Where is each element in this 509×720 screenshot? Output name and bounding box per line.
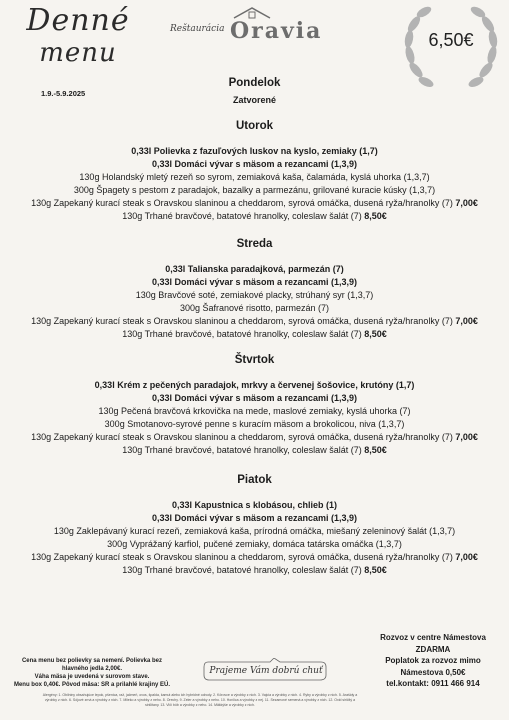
dish-text: 130g Zapekaný kurací steak s Oravskou slaninou a cheddarom, syrová omáčka, dusená ryža/hranolky (7) bbox=[31, 316, 453, 326]
day-heading: Piatok bbox=[237, 474, 272, 486]
main-dish bbox=[0, 289, 509, 302]
main-dish bbox=[0, 171, 509, 184]
soup-item: 0,33l Talianska paradajková, parmezán (7) bbox=[165, 264, 344, 274]
soup-item: 0,33l Domáci vývar s mäsom a rezancami (1,3,9) bbox=[151, 159, 358, 169]
main-dish bbox=[0, 418, 509, 431]
dish-text: 130g Trhané bravčové, batatové hranolky, coleslaw šalát (7) bbox=[122, 329, 362, 339]
dish-text: 300g Šafranové risotto, parmezán (7) bbox=[179, 303, 330, 313]
dish-text: 130g Zapekaný kurací steak s Oravskou slaninou a cheddarom, syrová omáčka, dusená ryža/hranolky (7) bbox=[31, 552, 453, 562]
menu-title bbox=[18, 3, 138, 68]
day-heading: Štvrtok bbox=[234, 354, 275, 366]
main-dish bbox=[0, 564, 509, 577]
dish-price: 8,50€ bbox=[364, 329, 387, 339]
main-dish bbox=[0, 525, 509, 538]
dish-text: 130g Trhané bravčové, batatové hranolky, coleslaw šalát (7) bbox=[122, 211, 362, 221]
soup-item: 0,33l Domáci vývar s mäsom a rezancami (1,3,9) bbox=[151, 513, 358, 523]
day-section bbox=[0, 473, 509, 577]
daily-menu bbox=[0, 76, 509, 577]
dish-text: 130g Zapekaný kurací steak s Oravskou slaninou a cheddarom, syrová omáčka, dusená ryža/hranolky (7) bbox=[31, 432, 453, 442]
soup-item: 0,33l Domáci vývar s mäsom a rezancami (1,3,9) bbox=[151, 277, 358, 287]
dish-text: 130g Pečená bravčová krkovička na mede, maslové zemiaky, kyslá uhorka (7) bbox=[98, 406, 411, 416]
day-section bbox=[0, 76, 509, 107]
footer-line: Poplatok za rozvoz mimo bbox=[385, 656, 481, 665]
main-dish bbox=[0, 328, 509, 341]
dish-text: 130g Trhané bravčové, batatové hranolky, coleslaw šalát (7) bbox=[122, 565, 362, 575]
dish-text: 300g Špagety s pestom z paradajok, bazalky a parmezánu, grilované kuracie kúsky (1,3,7) bbox=[73, 185, 436, 195]
footer-line: hlavného jedla 2,00€. bbox=[61, 666, 123, 672]
main-dish bbox=[0, 405, 509, 418]
main-dish bbox=[0, 210, 509, 223]
footer-line: Cena menu bez polievky sa nemení. Polievka bez bbox=[21, 658, 163, 664]
day-section bbox=[0, 119, 509, 223]
logo-prefix: Reštaurácia bbox=[170, 24, 225, 34]
dish-text: 130g Bravčové soté, zemiakové placky, strúhaný syr (1,3,7) bbox=[135, 290, 374, 300]
dish-price: 8,50€ bbox=[364, 565, 387, 575]
dish-text: 300g Smotanovo-syrové penne s kuracím mäsom a brokolicou, niva (1,3,7) bbox=[104, 419, 405, 429]
menu-title-line1: Denné bbox=[26, 3, 130, 38]
footer-line: Menu box 0,40€. Pôvod mäsa: SR a prilahlé krajiny EÚ. bbox=[13, 682, 171, 688]
dish-price: 7,00€ bbox=[455, 552, 478, 562]
main-dish bbox=[0, 444, 509, 457]
dish-text: 130g Trhané bravčové, batatové hranolky, coleslaw šalát (7) bbox=[122, 445, 362, 455]
main-dish bbox=[0, 197, 509, 210]
dish-price: 8,50€ bbox=[364, 445, 387, 455]
main-dish bbox=[0, 431, 509, 444]
soup-item: 0,33l Domáci vývar s mäsom a rezancami (1,3,9) bbox=[151, 393, 358, 403]
day-section bbox=[0, 353, 509, 457]
day-heading: Streda bbox=[236, 238, 273, 250]
footer-line: ZDARMA bbox=[415, 644, 451, 654]
menu-title-line2: menu bbox=[39, 38, 117, 68]
main-dish bbox=[0, 184, 509, 197]
footer-line: Váha mäsa je uvedená v surovom stave. bbox=[34, 674, 150, 680]
wish-note bbox=[206, 666, 326, 676]
dish-text: 130g Holandský mletý rezeň so syrom, zemiaková kaša, čalamáda, kyslá uhorka (1,3,7) bbox=[79, 172, 430, 182]
delivery-info bbox=[368, 632, 498, 690]
allergen-fineprint: Alergény: 1. Obilniny obsahujúce lepok, pšenica, raž, jačmeň, ovos, špalda, kamut alebo ich hybridné odrody. 2. Kôrovce a výrobky z nich. 3. Vajcia a výrobky z nich. 4. Ryby a výrobky z nich. 5. Arašidy a výrobky z nich. 6. Sójové zrná a výrobky z nich. 7. Mlieko a výrobky z neho. 8. Orechy. 9. Zeler a výrobky z neho. 10. Horčica a výrobky z nej. 11. Sezamové semená a výrobky z nich. 12. Oxid siričitý a siričitany. 13. Vlčí bôb a výrobky z neho. 14. Mäkkýše a výrobky z nich. bbox=[42, 693, 358, 707]
dish-text: 300g Vyprážaný karfiol, pučené zemiaky, domáca tatárska omáčka (1,3,7) bbox=[107, 539, 402, 549]
day-heading: Utorok bbox=[235, 120, 274, 132]
dish-text: 130g Zapekaný kurací steak s Oravskou slaninou a cheddarom, syrová omáčka, dusená ryža/hranolky (7) bbox=[31, 198, 453, 208]
dish-price: 7,00€ bbox=[455, 316, 478, 326]
footer-line: Námestova 0,50€ bbox=[400, 667, 466, 677]
main-dish bbox=[0, 538, 509, 551]
soup-item: 0,33l Kapustnica s klobásou, chlieb (1) bbox=[171, 500, 338, 510]
wish-text: Prajeme Vám dobrú chuť bbox=[209, 666, 323, 676]
soup-item: 0,33l Krém z pečených paradajok, mrkvy a červenej šošovice, krutóny (1,7) bbox=[94, 380, 415, 390]
main-dish bbox=[0, 302, 509, 315]
footer-line: tel.kontakt: 0911 466 914 bbox=[386, 679, 480, 688]
day-heading: Pondelok bbox=[228, 77, 281, 89]
closed-note: Zatvorené bbox=[232, 95, 276, 105]
restaurant-logo bbox=[170, 4, 330, 44]
dish-price: 7,00€ bbox=[455, 198, 478, 208]
dish-price: 8,50€ bbox=[364, 211, 387, 221]
date-range: 1.9.-5.9.2025 bbox=[41, 89, 86, 98]
soup-item: 0,33l Polievka z fazuľových luskov na kyslo, zemiaky (1,7) bbox=[131, 146, 378, 156]
dish-price: 7,00€ bbox=[455, 432, 478, 442]
day-section bbox=[0, 237, 509, 341]
main-dish bbox=[0, 315, 509, 328]
menu-price: 6,50€ bbox=[428, 30, 474, 50]
pricing-notes bbox=[8, 657, 176, 689]
main-dish bbox=[0, 551, 509, 564]
dish-text: 130g Zaklepávaný kurací rezeň, zemiaková kaša, prírodná omáčka, miešaný zeleninový šalát (1,3,7) bbox=[53, 526, 456, 536]
logo-name: Oravia bbox=[230, 18, 323, 44]
footer-line: Rozvoz v centre Námestova bbox=[380, 633, 486, 642]
